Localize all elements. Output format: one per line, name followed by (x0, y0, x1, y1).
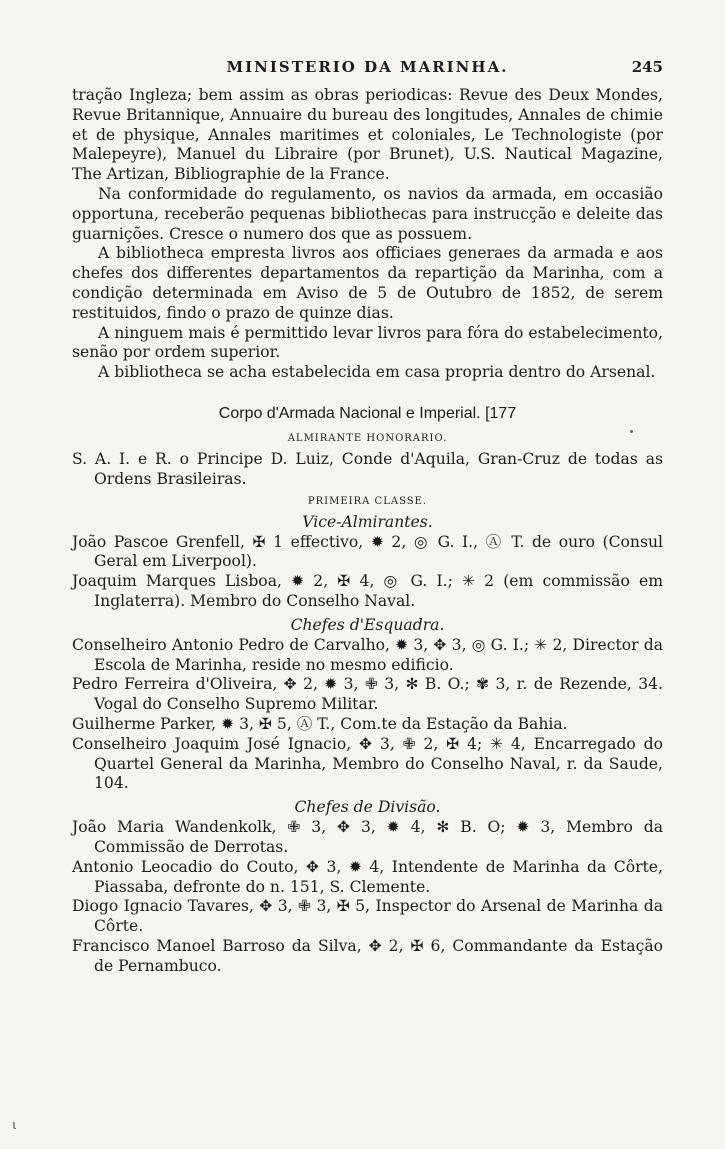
page-number: 245 (631, 58, 663, 76)
ink-speck (630, 430, 633, 433)
running-header (72, 58, 663, 76)
list-item: Conselheiro Joaquim José Ignacio, ✥ 3, ✙ 2, ✠ 4; ✳ 4, Encarregado do Quartel General da Marinha, Membro do Conselho Naval, r. da Saude, 104. (72, 734, 663, 793)
honorary-heading: ALMIRANTE HONORARIO. (287, 432, 448, 444)
list-item: Pedro Ferreira d'Oliveira, ✥ 2, ✹ 3, ✙ 3, ✻ B. O.; ✾ 3, r. de Rezende, 34. Vogal do Conselho Supremo Militar. (72, 675, 663, 714)
list-item: Conselheiro Antonio Pedro de Carvalho, ✹ 3, ✥ 3, ◎ G. I.; ✳ 2, Director da Escola de Marinha, reside no mesmo edificio. (72, 635, 663, 674)
paragraph-loans: A bibliotheca empresta livros aos officiaes generaes da armada e aos chefes dos differentes departamentos da repartição da Marinha, com a condição determinada em Aviso de 5 de Outubro de 1852, de serem restituidos, findo o prazo de quinze dias. (72, 244, 663, 322)
division-chiefs-heading: Chefes de Divisão. (294, 798, 441, 817)
list-item: Antonio Leocadio do Couto, ✥ 3, ✹ 4, Intendente de Marinha da Côrte, Piassaba, defronte do n. 151, S. Clemente. (72, 857, 663, 896)
header-title: MINISTERIO DA MARINHA. (226, 58, 509, 76)
section-title: Corpo d'Armada Nacional e Imperial. [177 (218, 404, 517, 422)
margin-mark: ι (12, 1118, 17, 1132)
squadron-chiefs-heading: Chefes d'Esquadra. (290, 615, 445, 634)
list-item: Francisco Manoel Barroso da Silva, ✥ 2, ✠ 6, Commandante da Estação de Pernambuco. (72, 936, 663, 975)
paragraph-ship-libraries: Na conformidade do regulamento, os navios da armada, em occasião opportuna, receberão pequenas bibliothecas para instrucção e deleite das guarnições. Cresce o numero dos que as possuem. (72, 184, 663, 243)
honorary-entry: S. A. I. e R. o Principe D. Luiz, Conde d'Aquila, Gran-Cruz de todas as Ordens Brasileiras. (72, 449, 663, 488)
class-heading: PRIMEIRA CLASSE. (307, 495, 428, 507)
list-item: João Maria Wandenkolk, ✙ 3, ✥ 3, ✹ 4, ✻ B. O; ✹ 3, Membro da Commissão de Derrotas. (72, 818, 663, 856)
list-item: Joaquim Marques Lisboa, ✹ 2, ✠ 4, ◎ G. I.; ✳ 2 (em commissão em Inglaterra). Membro do Conselho Naval. (72, 572, 663, 610)
list-item: Guilherme Parker, ✹ 3, ✠ 5, Ⓐ T., Com.te da Estação da Bahia. (72, 714, 568, 733)
paragraph-periodicals: tração Ingleza; bem assim as obras periodicas: Revue des Deux Mondes, Revue Britannique, Annuaire du bureau des longitudes, Annales de chimie et de physique, Annales maritimes et coloniales, Le Technologiste (por Malepeyre), Manuel du Libraire (por Brunet), U.S. Nautical Magazine, The Artizan, Bibliographie de la France. (72, 86, 663, 184)
paragraph-location: A bibliotheca se acha estabelecida em casa propria dentro do Arsenal. (98, 363, 656, 382)
vice-admirals-heading: Vice-Almirantes. (302, 512, 433, 531)
list-item: Diogo Ignacio Tavares, ✥ 3, ✙ 3, ✠ 5, Inspector do Arsenal de Marinha da Côrte. (72, 897, 663, 936)
paragraph-restriction: A ninguem mais é permittido levar livros para fóra do estabelecimento, senão por ordem superior. (72, 323, 663, 362)
list-item: João Pascoe Grenfell, ✠ 1 effectivo, ✹ 2, ◎ G. I., Ⓐ T. de ouro (Consul Geral em Liverpool). (72, 532, 663, 571)
